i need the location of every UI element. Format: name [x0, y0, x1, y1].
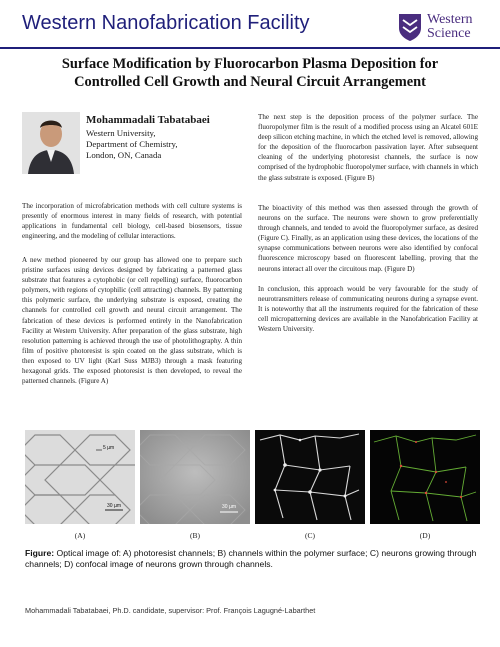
method-paragraph: A new method pioneered by our group has allowed one to prepare such pristine surfaces using devices designed by fabricating a patterned glass substrate that features a cytophobic (or cell repelling) surface, fluorocarbon polymers, with regions of cytophilic (cell attracting) channels. By patterning this polymeric surface, the underlying substrate is exposed, creating the channels for controlled cell growth and neural circuit arrangement. The fabrication of these devices is performed entirely in the Nanofabrication Facility at Western University. After preparation of the glass substrate, high resolution patterning is achieved through the use of photolithography. A thin film of positive photoresist is spin coated on the glass substrate, which is then exposed to UV light (Karl Suss MJB3) through a mask featuring hexagonal grids. The exposed photoresist is then developed, to reveal the patterned channels. (Figure A) [22, 256, 242, 386]
figure-label-b: (B) [190, 531, 200, 540]
title-line-1: Surface Modification by Fluorocarbon Plasma Deposition for [61, 56, 439, 72]
header-rule [0, 47, 500, 49]
figure-label-a: (A) [74, 531, 86, 540]
title-line-2: Controlled Cell Growth and Neural Circuit Arrangement [74, 74, 426, 90]
author-location: London, ON, Canada [86, 150, 162, 160]
neurons-growth-image [255, 430, 365, 524]
deposition-paragraph: The next step is the deposition process of the polymer surface. The fluoropolymer film is the result of a modified process using an Alcatel 601E deep silicon etching machine, in which the etched level is removed, allowing for the deposition of the fluorocarbon passivation layer. After subsequent cleaning of the underlying photoresist channels, the surface is now comprised of the hydrophobic fluoropolymer surface, with channels in which the glass substrate is exposed. (Figure B) [258, 113, 478, 182]
figure-strip [25, 430, 480, 524]
logo-science: Science [427, 26, 471, 41]
conclusion-paragraph: In conclusion, this approach would be very favourable for the study of neurotransmitters release of communicating neurons during a synapse event. It is noteworthy that all the instruments required for the fabrication of these cell micropatterning devices are available in the Nanofabrication Facility at Western University. [258, 285, 478, 334]
figure-caption [25, 548, 480, 570]
intro-paragraph: The incorporation of microfabrication methods with cell culture systems is presently of enormous interest in many fields of research, with potential applications in fundamental cell biology, cell-based biosensors, tissue engineering, and the modeling of cellular interactions. [22, 202, 242, 241]
confocal-neurons-image [370, 430, 480, 524]
crest-icon [397, 12, 423, 42]
figure-panel-a [25, 430, 135, 524]
caption-lead: Figure: [25, 548, 55, 558]
facility-title: Western Nanofabrication Facility [22, 12, 310, 34]
figure-panel-c [255, 430, 365, 524]
footer-credit: Mohammadali Tabatabaei, Ph.D. candidate, supervisor: Prof. François Lagugné-Labarthet [25, 606, 316, 615]
bioactivity-paragraph: The bioactivity of this method was then assessed through the growth of neurons on the surface. The neurons were shown to grow preferentially through channels, and tended to avoid the fluoropolymer surface, as desired (Figure C). Finally, as an application using these devices, the locations of the synapse communications between neurons were also identified by confocal fluorescence microscopy based on fluorescent labelling, proving that the neurons interact all over the circuitous map. (Figure D) [258, 204, 478, 273]
figure-panel-d [370, 430, 480, 524]
author-affiliation-1: Western University, [86, 128, 156, 138]
scale-label-a-bottom: 30 µm [107, 503, 121, 509]
photoresist-hexgrid-image [25, 430, 135, 524]
figure-label-c: (C) [305, 531, 315, 540]
figure-panel-b [140, 430, 250, 524]
author-affiliation-2: Department of Chemistry, [86, 139, 178, 149]
caption-text: Optical image of: A) photoresist channels; B) channels within the polymer surface; C) neurons growing through channels; D) confocal image of neurons grown through channels. [25, 548, 477, 569]
logo-western: Western [427, 12, 473, 27]
poster-title [10, 55, 490, 91]
author-portrait-icon [22, 112, 80, 174]
author-photo [22, 112, 80, 174]
western-science-logo [397, 6, 489, 46]
scale-label-b: 30 µm [222, 504, 236, 510]
figure-label-d: (D) [419, 531, 431, 540]
scale-label-a-top: 5 µm [103, 445, 115, 451]
author-name: Mohammadali Tabatabaei [86, 114, 210, 126]
